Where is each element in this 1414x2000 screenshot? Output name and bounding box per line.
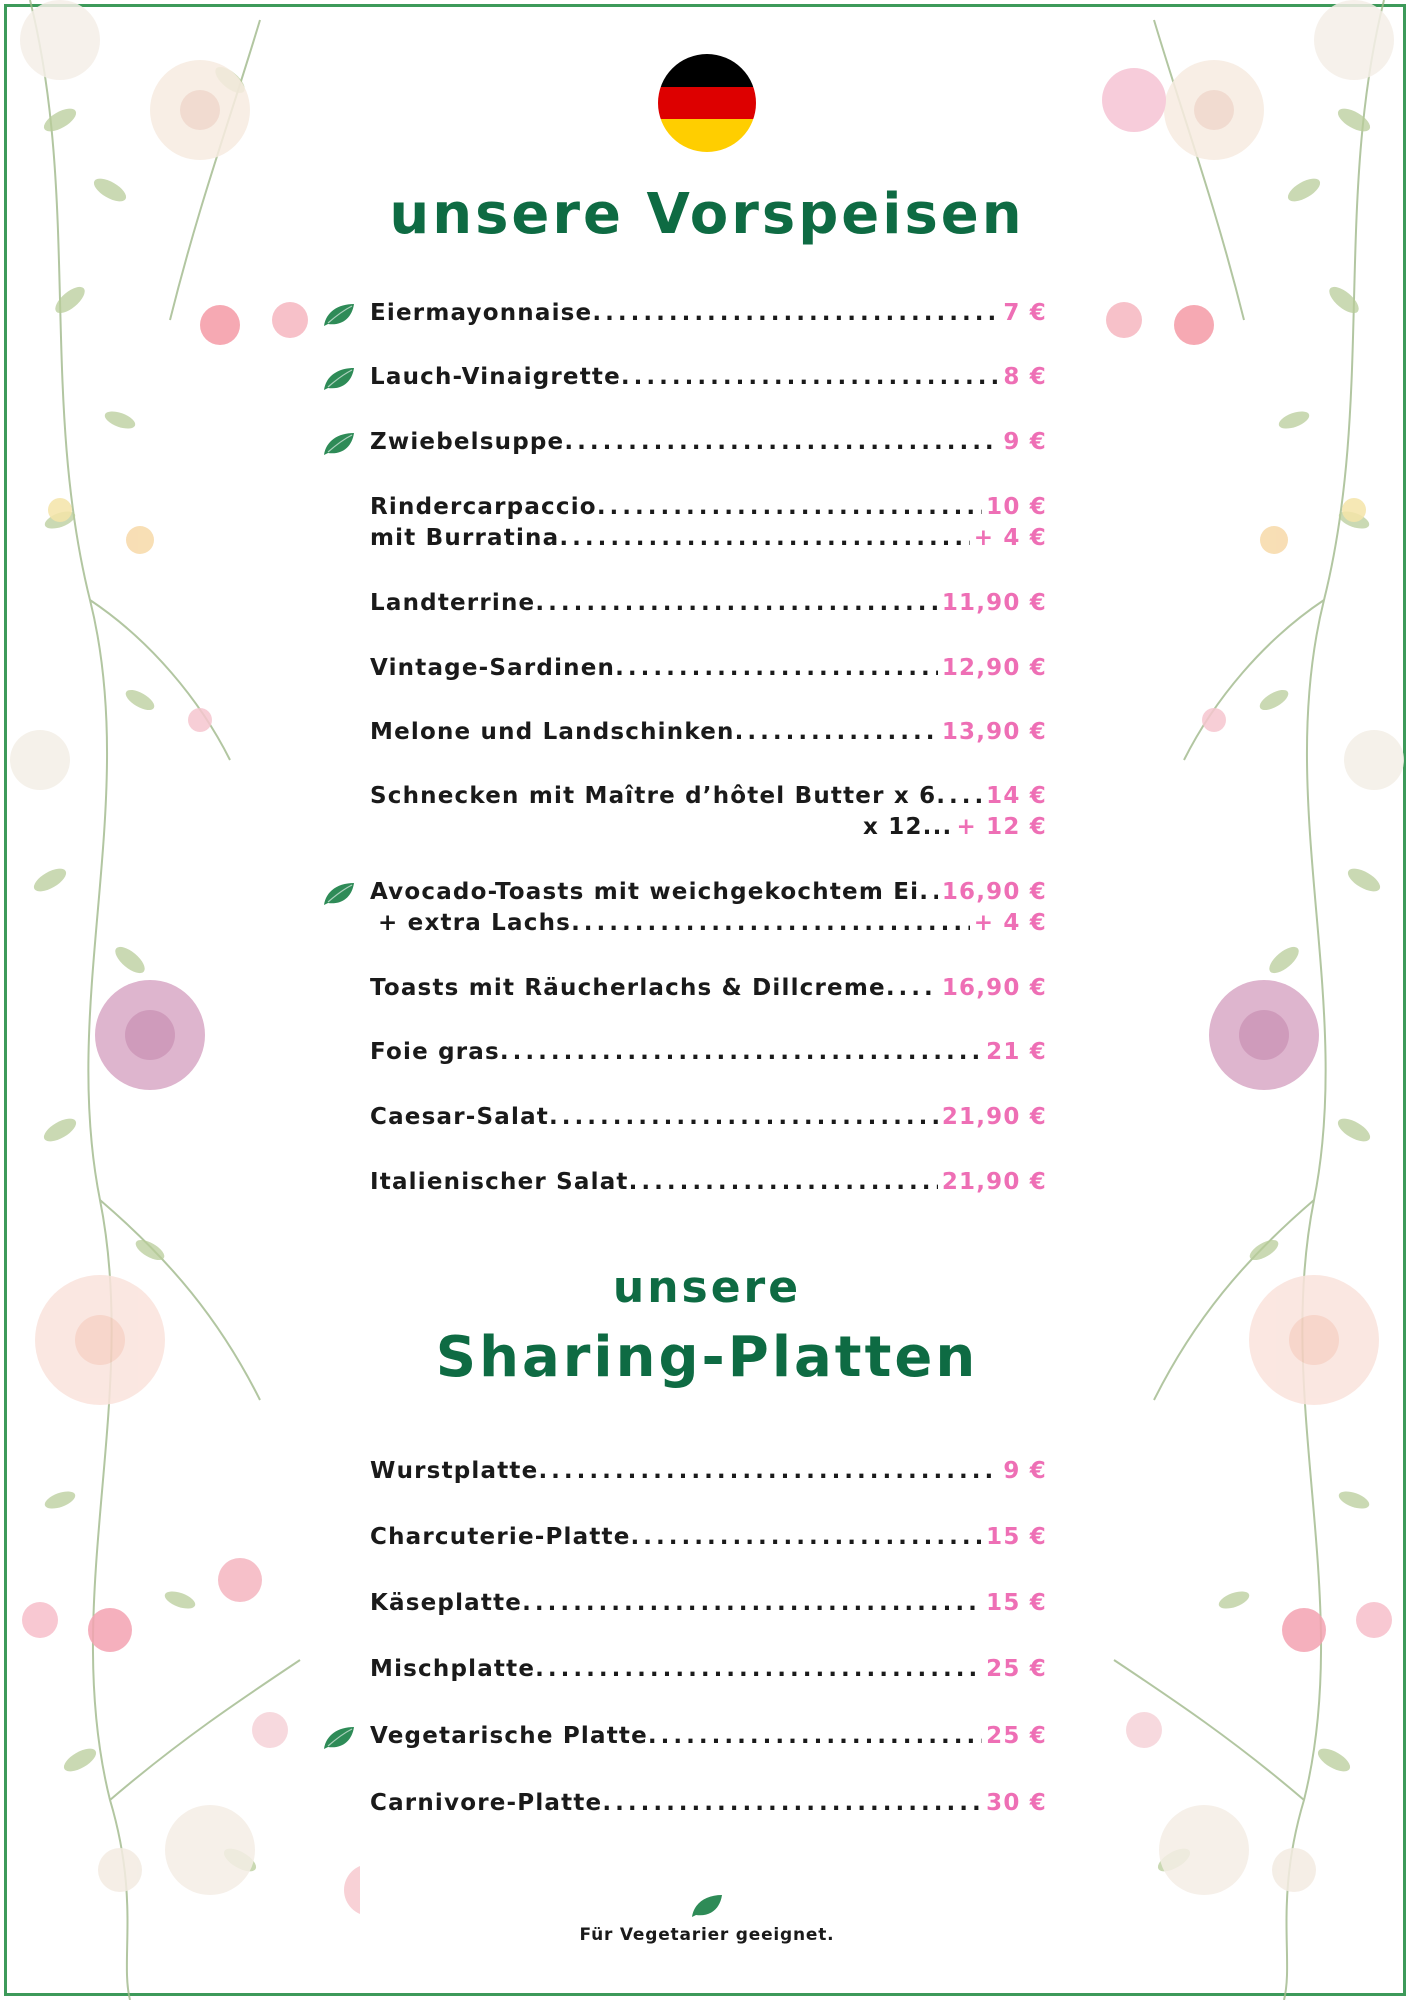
dot-leader — [559, 525, 969, 551]
menu-item-name: Mischplatte — [370, 1656, 536, 1682]
dot-leader — [538, 1458, 999, 1484]
menu-item-price: 14 € — [986, 783, 1047, 809]
menu-item-row — [370, 814, 1047, 845]
menu-item-row — [370, 1524, 1047, 1555]
menu-item-row — [370, 1104, 1047, 1135]
starter-item — [370, 364, 1047, 395]
sharing-platter-item — [370, 1790, 1047, 1821]
menu-item-row — [370, 364, 1047, 395]
dot-leader — [886, 975, 938, 1001]
dot-leader — [615, 655, 938, 681]
dot-leader — [535, 590, 937, 616]
menu-item-price: 16,90 € — [941, 879, 1047, 905]
menu-item-name: Foie gras — [370, 1039, 500, 1065]
menu-item-row — [370, 1723, 1047, 1754]
menu-item-row — [370, 525, 1047, 556]
menu-item-name: x 12... — [863, 814, 953, 840]
floral-decoration-left — [0, 0, 360, 2000]
menu-item-name: Toasts mit Räucherlachs & Dillcreme — [370, 975, 886, 1001]
leaf-icon — [322, 881, 356, 907]
leaf-icon — [690, 1893, 724, 1919]
menu-item-row — [370, 879, 1047, 910]
menu-item-name: mit Burratina — [370, 525, 560, 551]
sharing-platter-item — [370, 1656, 1047, 1687]
menu-item-price: 9 € — [1003, 1458, 1047, 1484]
leaf-icon — [322, 1725, 356, 1751]
menu-item-row — [370, 719, 1047, 750]
starter-item — [370, 719, 1047, 750]
starter-item — [370, 429, 1047, 460]
menu-item-name: Landterrine — [370, 590, 536, 616]
dot-leader — [597, 494, 982, 520]
menu-item-price: 11,90 € — [941, 590, 1047, 616]
menu-item-price: 7 € — [1003, 300, 1047, 326]
menu-item-row — [370, 975, 1047, 1006]
menu-item-row — [370, 655, 1047, 686]
menu-item-row — [370, 1458, 1047, 1489]
menu-item-row — [370, 300, 1047, 331]
sharing-platter-item — [370, 1458, 1047, 1489]
german-flag-icon — [658, 54, 756, 152]
menu-item-row — [370, 1039, 1047, 1070]
menu-item-price: + 12 € — [956, 814, 1047, 840]
menu-item-price: 15 € — [986, 1590, 1047, 1616]
dot-leader — [936, 783, 982, 809]
starter-item — [370, 655, 1047, 686]
vegetarian-legend-text: Für Vegetarier geeignet. — [579, 1925, 835, 1945]
starter-item — [370, 1169, 1047, 1200]
dot-leader — [500, 1039, 982, 1065]
menu-item-name: + extra Lachs — [378, 910, 572, 936]
menu-item-row — [370, 494, 1047, 525]
dot-leader — [735, 719, 938, 745]
starter-item — [370, 590, 1047, 621]
menu-item-price: 21,90 € — [941, 1104, 1047, 1130]
menu-item-row — [370, 1169, 1047, 1200]
menu-item-price: 21,90 € — [941, 1169, 1047, 1195]
section-title-sharing-line2: Sharing-Platten — [435, 1325, 979, 1390]
menu-item-price: + 4 € — [973, 910, 1047, 936]
menu-item-row — [370, 910, 1047, 941]
dot-leader — [621, 364, 999, 390]
starter-item — [370, 1104, 1047, 1135]
menu-item-row — [370, 1790, 1047, 1821]
dot-leader — [629, 1169, 938, 1195]
dot-leader — [592, 300, 999, 326]
sharing-platter-item — [370, 1524, 1047, 1555]
menu-item-name: Schnecken mit Maître d’hôtel Butter x 6 — [370, 783, 937, 809]
floral-decoration-right — [1054, 0, 1414, 2000]
starter-item — [370, 783, 1047, 845]
menu-item-price: 9 € — [1003, 429, 1047, 455]
menu-item-name: Charcuterie-Platte — [370, 1524, 631, 1550]
menu-item-name: Vintage-Sardinen — [370, 655, 616, 681]
menu-item-name: Carnivore-Platte — [370, 1790, 603, 1816]
section-title-starters: unsere Vorspeisen — [389, 182, 1025, 247]
menu-item-name: Rindercarpaccio — [370, 494, 597, 520]
sharing-platter-item — [370, 1590, 1047, 1621]
menu-item-price: 15 € — [986, 1524, 1047, 1550]
menu-item-price: 25 € — [986, 1656, 1047, 1682]
dot-leader — [522, 1590, 982, 1616]
dot-leader — [564, 429, 999, 455]
menu-item-name: Caesar-Salat — [370, 1104, 549, 1130]
menu-item-price: 25 € — [986, 1723, 1047, 1749]
menu-item-price: 12,90 € — [941, 655, 1047, 681]
menu-item-name: Lauch-Vinaigrette — [370, 364, 621, 390]
menu-item-price: 21 € — [986, 1039, 1047, 1065]
vegetarian-legend — [0, 1923, 1414, 1945]
menu-item-name: Italienischer Salat — [370, 1169, 629, 1195]
menu-item-price: 30 € — [986, 1790, 1047, 1816]
menu-item-price: 8 € — [1003, 364, 1047, 390]
dot-leader — [549, 1104, 938, 1130]
leaf-icon — [322, 366, 356, 392]
starter-item — [370, 879, 1047, 941]
menu-item-name: Vegetarische Platte — [370, 1723, 648, 1749]
dot-leader — [602, 1790, 982, 1816]
flag-stripe-red — [658, 87, 756, 120]
dot-leader — [648, 1723, 982, 1749]
menu-item-row — [370, 783, 1047, 814]
starter-item — [370, 975, 1047, 1006]
menu-item-name: Eiermayonnaise — [370, 300, 593, 326]
sharing-platter-item — [370, 1723, 1047, 1754]
menu-item-name: Wurstplatte — [370, 1458, 539, 1484]
menu-item-price: 10 € — [986, 494, 1047, 520]
leaf-icon — [322, 431, 356, 457]
starter-item — [370, 1039, 1047, 1070]
menu-item-price: 16,90 € — [941, 975, 1047, 1001]
starter-item — [370, 494, 1047, 556]
menu-item-row — [370, 1590, 1047, 1621]
menu-item-row — [370, 1656, 1047, 1687]
menu-item-name: Zwiebelsuppe — [370, 429, 565, 455]
menu-item-price: + 4 € — [973, 525, 1047, 551]
menu-item-price: 13,90 € — [941, 719, 1047, 745]
dot-leader — [535, 1656, 982, 1682]
menu-item-name: Avocado-Toasts mit weichgekochtem Ei — [370, 879, 920, 905]
dot-leader — [631, 1524, 983, 1550]
section-title-sharing-line1: unsere — [612, 1262, 802, 1313]
leaf-icon — [322, 302, 356, 328]
menu-item-row — [370, 429, 1047, 460]
dot-leader — [571, 910, 970, 936]
menu-item-name: Käseplatte — [370, 1590, 523, 1616]
dot-leader — [919, 879, 938, 905]
starter-item — [370, 300, 1047, 331]
menu-item-name: Melone und Landschinken — [370, 719, 735, 745]
menu-item-row — [370, 590, 1047, 621]
